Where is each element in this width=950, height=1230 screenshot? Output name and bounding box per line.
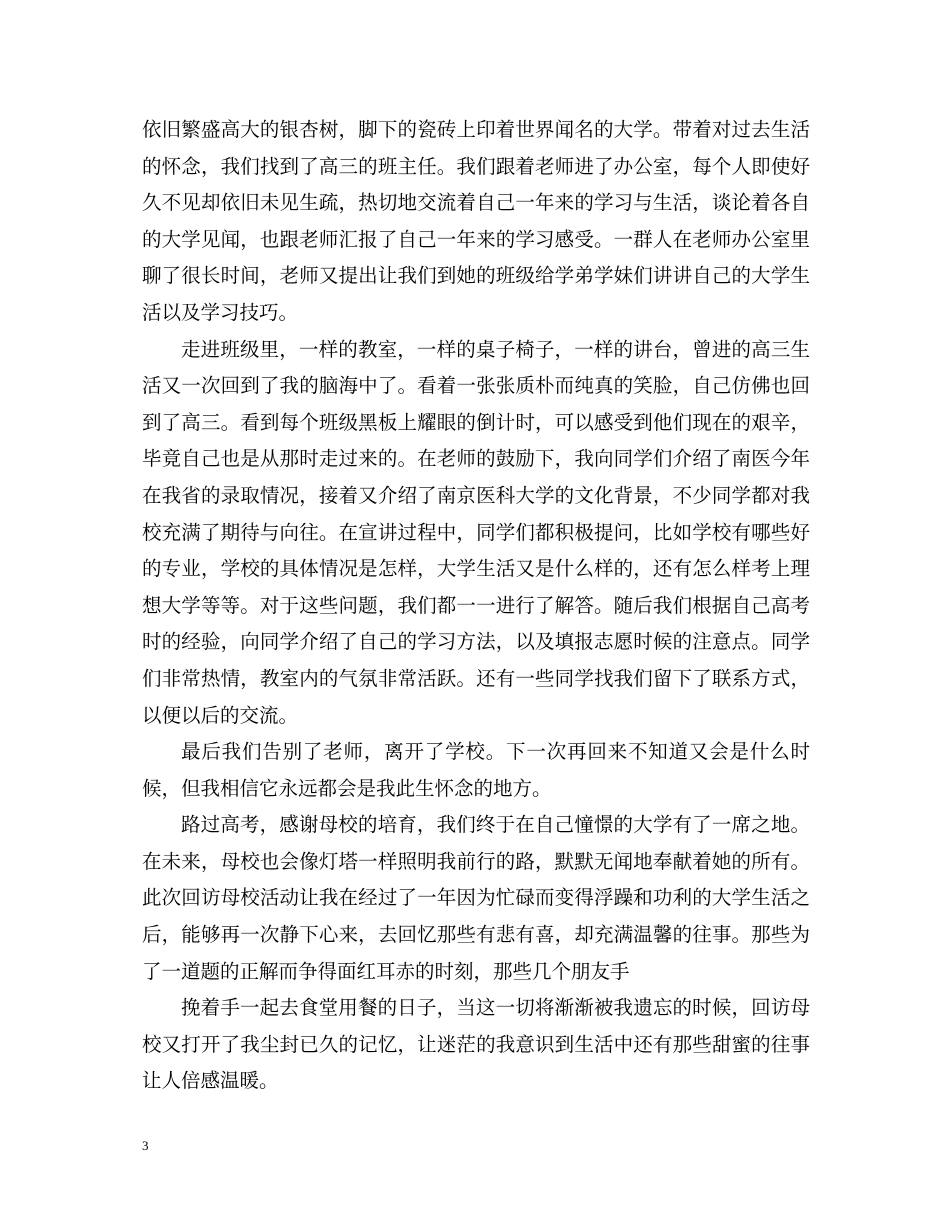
paragraph-2: 走进班级里，一样的教室，一样的桌子椅子，一样的讲台，曾进的高三生活又一次回到了我的脑海中了。看着一张张质朴而纯真的笑脸，自己仿佛也回到了高三。看到每个班级黑板上耀眼的倒计时，可以感受到他们现在的艰辛，毕竟自己也是从那时走过来的。在老师的鼓励下，我向同学们介绍了南医今年在我省的录取情况，接着又介绍了南京医科大学的文化背景，不少同学都对我校充满了期待与向往。在宣讲过程中，同学们都积极提问，比如学校有哪些好的专业，学校的具体情况是怎样，大学生活又是什么样的，还有怎么样考上理想大学等等。对于这些问题，我们都一一进行了解答。随后我们根据自己高考时的经验，向同学介绍了自己的学习方法，以及填报志愿时候的注意点。同学们非常热情，教室内的气氛非常活跃。还有一些同学找我们留下了联系方式，以便以后的交流。 [142,337,810,727]
paragraph-3: 最后我们告别了老师，离开了学校。下一次再回来不知道又会是什么时候，但我相信它永远都会是我此生怀念的地方。 [142,740,810,800]
page-number: 3 [142,1138,149,1153]
paragraph-1: 依旧繁盛高大的银杏树，脚下的瓷砖上印着世界闻名的大学。带着对过去生活的怀念，我们找到了高三的班主任。我们跟着老师进了办公室，每个人即使好久不见却依旧未见生疏，热切地交流着自己一年来的学习与生活，谈论着各自的大学见闻，也跟老师汇报了自己一年来的学习感受。一群人在老师办公室里聊了很长时间，老师又提出让我们到她的班级给学弟学妹们讲讲自己的大学生活以及学习技巧。 [142,118,810,324]
document-body [142,112,810,1100]
paragraph-5: 挽着手一起去食堂用餐的日子，当这一切将渐渐被我遗忘的时候，回访母校又打开了我尘封已久的记忆，让迷茫的我意识到生活中还有那些甜蜜的往事让人倍感温暖。 [142,996,810,1093]
paragraph-4: 路过高考，感谢母校的培育，我们终于在自己憧憬的大学有了一席之地。在未来，母校也会像灯塔一样照明我前行的路，默默无闻地奉献着她的所有。此次回访母校活动让我在经过了一年因为忙碌而变得浮躁和功利的大学生活之后，能够再一次静下心来，去回忆那些有悲有喜，却充满温馨的往事。那些为了一道题的正解而争得面红耳赤的时刻，那些几个朋友手 [142,813,810,983]
